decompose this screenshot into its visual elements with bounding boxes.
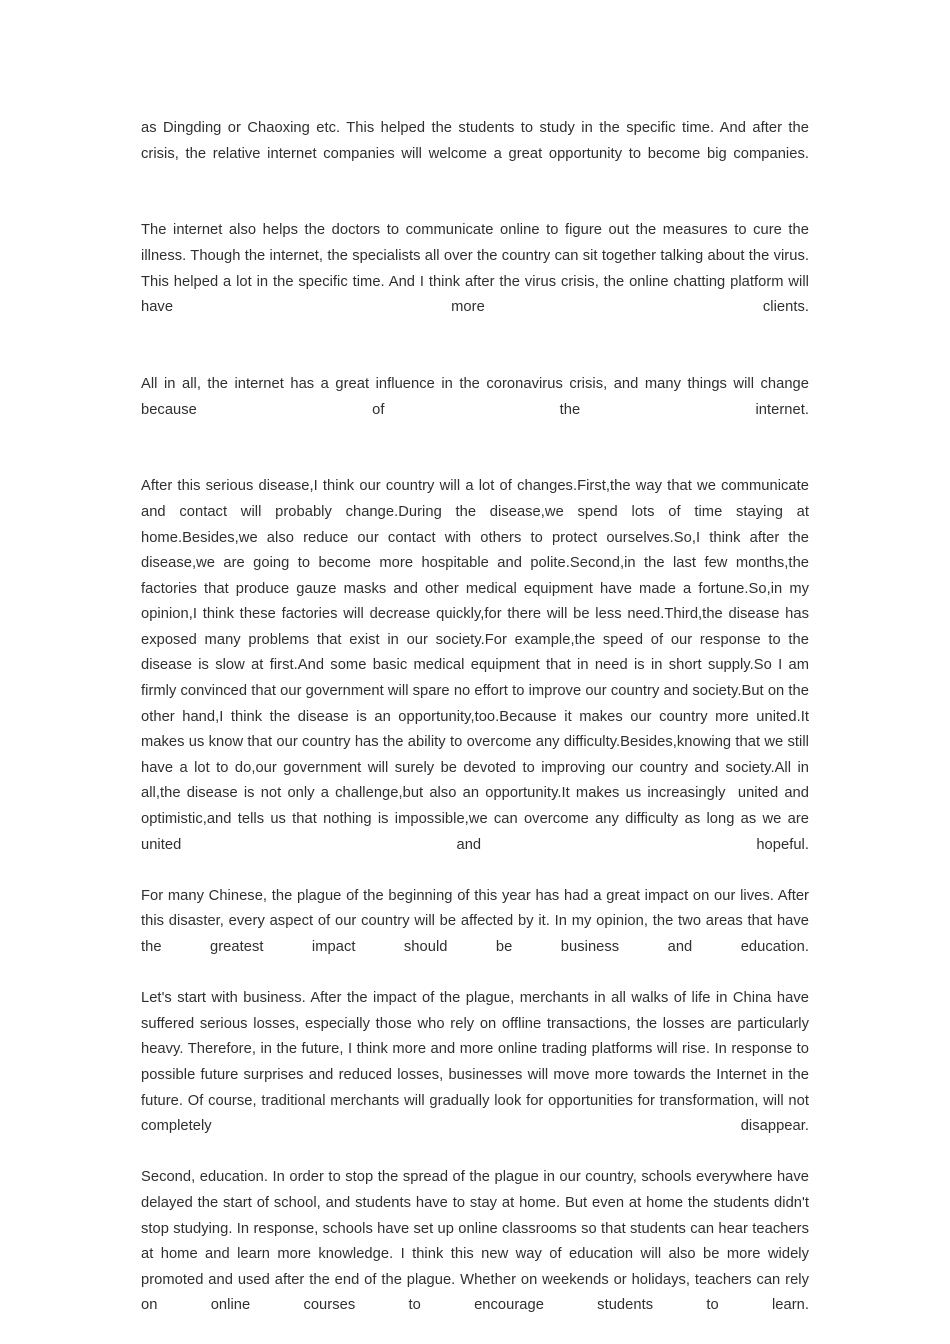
paragraph-5: For many Chinese, the plague of the beginning of this year has had a great impact on our lives. After this disaster, every aspect of our country will be affected by it. In my opinion, the two areas that have the greatest impact should be business and education. xyxy=(141,887,814,955)
paragraph-4: After this serious disease,I think our country will a lot of changes.First,the way that we communicate and contact will probably change.During the disease,we spend lots of time staying at home.Besides,we also reduce our contact with others to protect ourselves.So,I think after the disease,we are going to become more hospitable and polite.Second,in the last few months,the factories that produce gauze masks and other medical equipment have made a fortune.So,in my opinion,I think these factories will decrease quickly,for there will be less need.Third,the disease has exposed many problems that exist in our society.For example,the speed of our response to the disease is slow at first.And some basic medical equipment that in need is in short supply.So I am firmly convinced that our government will spare no effort to improve our country and society.But on the other hand,I think the disease is an opportunity,too.Because it makes our country more united.It makes us know that our country has the ability to overcome any difficulty.Besides,knowing that we still have a lot to do,our government will surely be devoted to improving our country and society.All in all,the disease is not only a challenge,but also an opportunity.It makes us increasingly united and optimistic,and tells us that nothing is impossible,we can overcome any difficulty as long as we are united and hopeful. xyxy=(141,478,814,853)
paragraph-1: as Dingding or Chaoxing etc. This helped the students to study in the specific time. And after the crisis, the relative internet companies will welcome a great opportunity to become big companies. xyxy=(141,120,814,162)
paragraph-3: All in all, the internet has a great influence in the coronavirus crisis, and many things will change because of the internet. xyxy=(141,375,814,418)
paragraph-6: Let's start with business. After the impact of the plague, merchants in all walks of life in China have suffered serious losses, especially those who rely on offline transactions, the losses are particularly heavy. Therefore, in the future, I think more and more online trading platforms will rise. In response to possible future surprises and reduced losses, businesses will move more towards the Internet in the future. Of course, traditional merchants will gradually look for opportunities for transformation, will not completely disappear. xyxy=(141,990,814,1135)
document-text-column xyxy=(141,116,814,1344)
paragraph-2: The internet also helps the doctors to communicate online to figure out the measures to cure the illness. Though the internet, the specialists all over the country can sit together talking about the virus. This helped a lot in the specific time. And I think after the virus crisis, the online chatting platform will have more clients. xyxy=(141,222,814,316)
paragraph-7: Second, education. In order to stop the spread of the plague in our country, schools everywhere have delayed the start of school, and students have to stay at home. But even at home the students didn't stop studying. In response, schools have set up online classrooms so that students can hear teachers at home and learn more knowledge. I think this new way of education will also be more widely promoted and used after the end of the plague. Whether on weekends or holidays, teachers can rely on online courses to encourage students to learn. xyxy=(141,1169,814,1314)
